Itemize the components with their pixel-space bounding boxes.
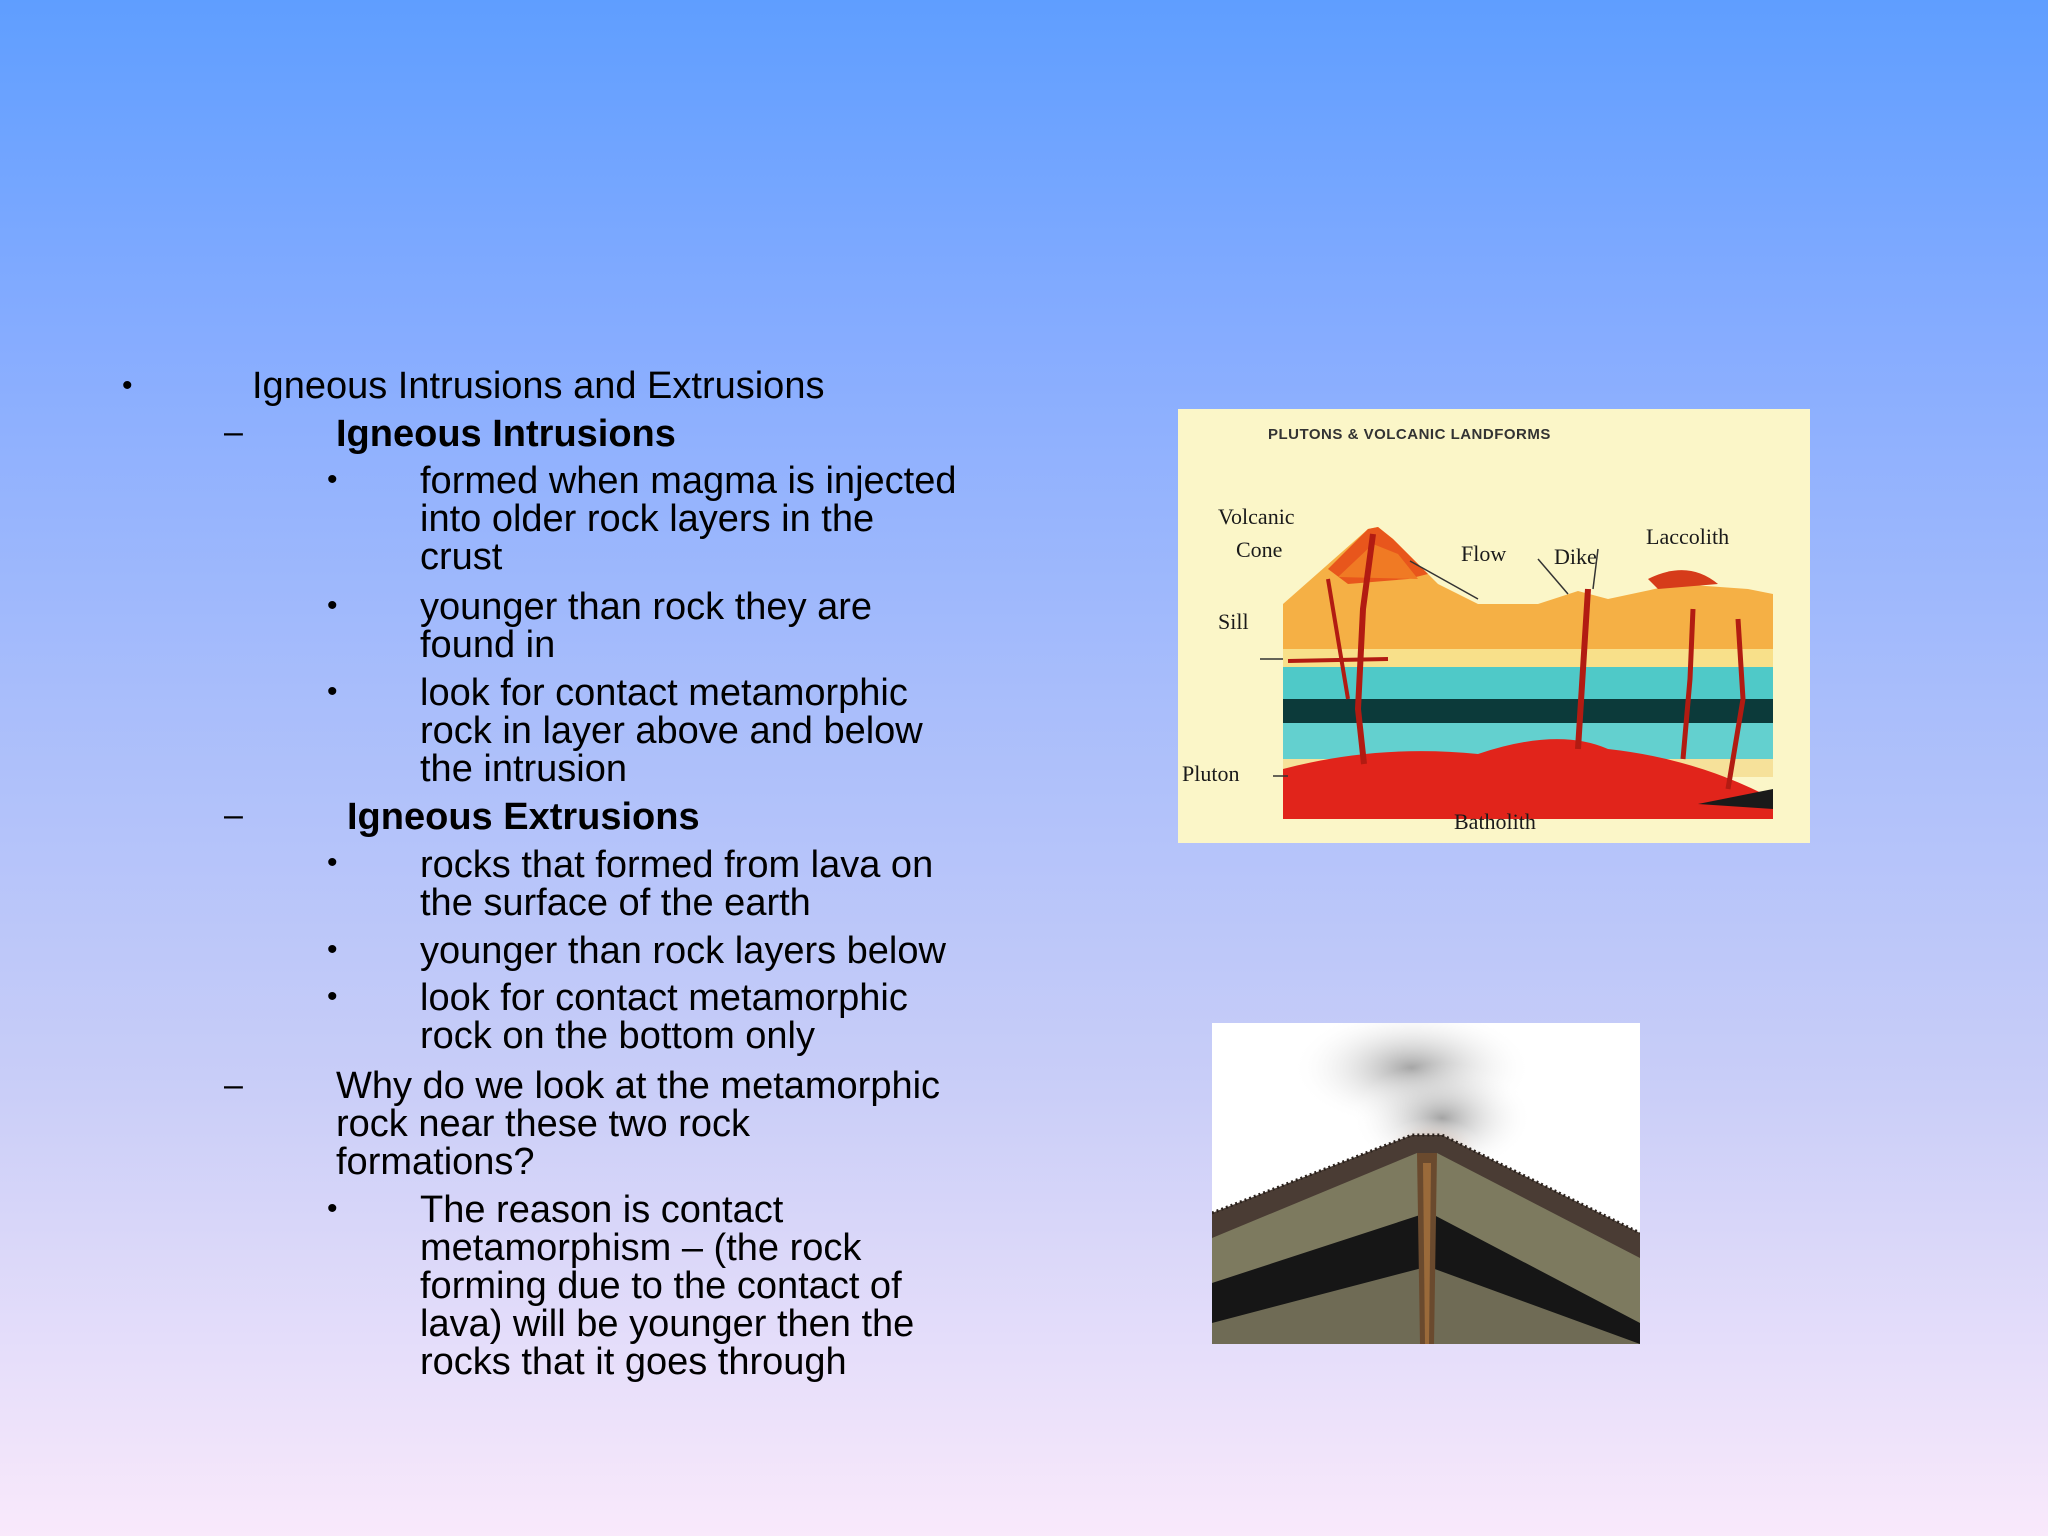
bullet-extrusion-3: • bbox=[327, 980, 338, 1013]
label-pluton: Pluton bbox=[1182, 761, 1240, 786]
extrusion-point-2-line-1: younger than rock layers below bbox=[420, 930, 946, 972]
bullet-answer: • bbox=[327, 1192, 338, 1225]
label-dike: Dike bbox=[1554, 544, 1597, 569]
intrusion-point-1-line-3: crust bbox=[420, 536, 503, 578]
bullet-intrusion-2: • bbox=[327, 589, 338, 622]
question-line-2: rock near these two rock bbox=[336, 1103, 750, 1145]
answer-line-2: metamorphism – (the rock bbox=[420, 1227, 862, 1269]
answer-line-3: forming due to the contact of bbox=[420, 1265, 902, 1307]
intrusion-point-2-line-1: younger than rock they are bbox=[420, 586, 873, 628]
intrusions-heading: Igneous Intrusions bbox=[336, 413, 676, 455]
extrusion-point-3-line-2: rock on the bottom only bbox=[420, 1015, 815, 1057]
answer-line-5: rocks that it goes through bbox=[420, 1341, 847, 1383]
intrusion-point-2-line-2: found in bbox=[420, 624, 556, 666]
label-cone: Cone bbox=[1236, 537, 1283, 562]
extrusion-point-3-line-1: look for contact metamorphic bbox=[420, 977, 908, 1019]
question-line-1: Why do we look at the metamorphic bbox=[336, 1065, 941, 1107]
dash-extrusions: – bbox=[224, 796, 243, 834]
label-batholith: Batholith bbox=[1454, 809, 1536, 834]
plutons-diagram-art bbox=[1178, 409, 1810, 843]
label-flow: Flow bbox=[1461, 541, 1507, 566]
intrusion-point-1-line-1: formed when magma is injected bbox=[420, 460, 957, 502]
bullet-extrusion-1: • bbox=[327, 846, 338, 879]
intrusion-point-1-line-2: into older rock layers in the bbox=[420, 498, 875, 540]
intrusion-point-3-line-2: rock in layer above and below bbox=[420, 710, 923, 752]
extrusions-heading: Igneous Extrusions bbox=[347, 796, 700, 838]
bullet-intrusion-3: • bbox=[327, 675, 338, 708]
intrusion-point-3-line-1: look for contact metamorphic bbox=[420, 672, 908, 714]
bullet-level1: • bbox=[122, 369, 133, 402]
volcano-image bbox=[1212, 1023, 1640, 1344]
label-volcanic: Volcanic bbox=[1218, 504, 1295, 529]
label-laccolith: Laccolith bbox=[1646, 524, 1730, 549]
intrusion-point-3-line-3: the intrusion bbox=[420, 748, 628, 790]
dash-question: – bbox=[224, 1066, 243, 1104]
answer-line-1: The reason is contact bbox=[420, 1189, 784, 1231]
answer-line-4: lava) will be younger then the bbox=[420, 1303, 915, 1345]
bullet-intrusion-1: • bbox=[327, 463, 338, 496]
label-sill: Sill bbox=[1218, 609, 1249, 634]
outline-title: Igneous Intrusions and Extrusions bbox=[252, 365, 825, 407]
extrusion-point-1-line-1: rocks that formed from lava on bbox=[420, 844, 934, 886]
bullet-extrusion-2: • bbox=[327, 933, 338, 966]
extrusion-point-1-line-2: the surface of the earth bbox=[420, 882, 811, 924]
plutons-diagram bbox=[1178, 409, 1810, 843]
question-line-3: formations? bbox=[336, 1141, 535, 1183]
diagram-title: PLUTONS & VOLCANIC LANDFORMS bbox=[1268, 426, 1551, 443]
dash-intrusions: – bbox=[224, 413, 243, 451]
volcano-illustration bbox=[1212, 1023, 1640, 1344]
